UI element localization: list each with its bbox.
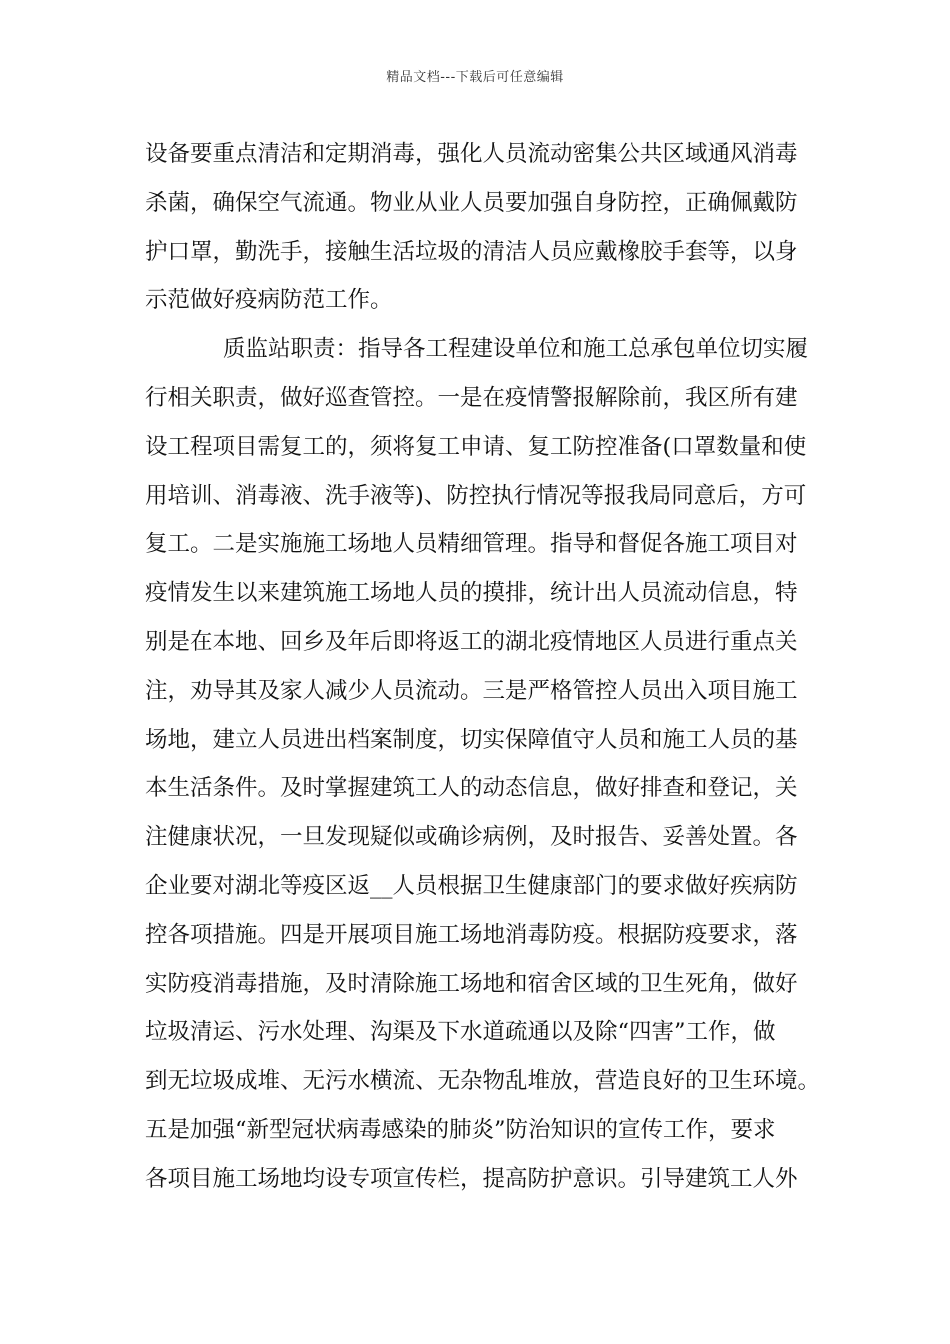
text-line: 各项目施工场地均设专项宣传栏，提高防护意识。引导建筑工人外 (145, 1165, 798, 1192)
paragraph-first-line: 质监站职责：指导各工程建设单位和施工总承包单位切实履 (223, 336, 809, 363)
document-body (145, 130, 821, 1204)
text-line: 本生活条件。及时掌握建筑工人的动态信息，做好排查和登记，关 (145, 775, 798, 802)
page-header: 精品文档---下载后可任意编辑 (386, 70, 564, 85)
text-line: 注，劝导其及家人减少人员流动。三是严格管控人员出入项目施工 (145, 677, 798, 704)
text-line: 杀菌，确保空气流通。物业从业人员要加强自身防控，正确佩戴防 (145, 189, 798, 216)
text-line: 实防疫消毒措施，及时清除施工场地和宿舍区域的卫生死角，做好 (145, 970, 798, 997)
text-line: 企业要对湖北等疫区返__人员根据卫生健康部门的要求做好疾病防 (145, 872, 798, 899)
text-line: 设备要重点清洁和定期消毒，强化人员流动密集公共区域通风消毒 (145, 141, 798, 167)
text-line: 场地，建立人员进出档案制度，切实保障值守人员和施工人员的基 (145, 726, 798, 753)
text-line: 设工程项目需复工的，须将复工申请、复工防控准备(口罩数量和使 (145, 433, 807, 460)
text-line: 到无垃圾成堆、无污水横流、无杂物乱堆放，营造良好的卫生环境。 (145, 1068, 821, 1095)
text-line: 注健康状况，一旦发现疑似或确诊病例，及时报告、妥善处置。各 (145, 824, 798, 851)
text-line: 别是在本地、回乡及年后即将返工的湖北疫情地区人员进行重点关 (145, 628, 798, 655)
text-line: 复工。二是实施施工场地人员精细管理。指导和督促各施工项目对 (145, 531, 798, 558)
text-line: 疫情发生以来建筑施工场地人员的摸排，统计出人员流动信息，特 (145, 580, 798, 607)
text-line: 控各项措施。四是开展项目施工场地消毒防疫。根据防疫要求，落 (145, 921, 798, 948)
text-line: 五是加强“新型冠状病毒感染的肺炎”防治知识的宣传工作，要求 (145, 1116, 776, 1143)
text-line: 示范做好疫病防范工作。 (145, 287, 393, 314)
text-line: 垃圾清运、污水处理、沟渠及下水道疏通以及除“四害”工作，做 (145, 1019, 776, 1046)
text-line: 行相关职责，做好巡查管控。一是在疫情警报解除前，我区所有建 (145, 384, 798, 411)
text-line: 用培训、消毒液、洗手液等)、防控执行情况等报我局同意后，方可 (145, 482, 807, 509)
text-line: 护口罩，勤洗手，接触生活垃圾的清洁人员应戴橡胶手套等，以身 (145, 238, 798, 265)
